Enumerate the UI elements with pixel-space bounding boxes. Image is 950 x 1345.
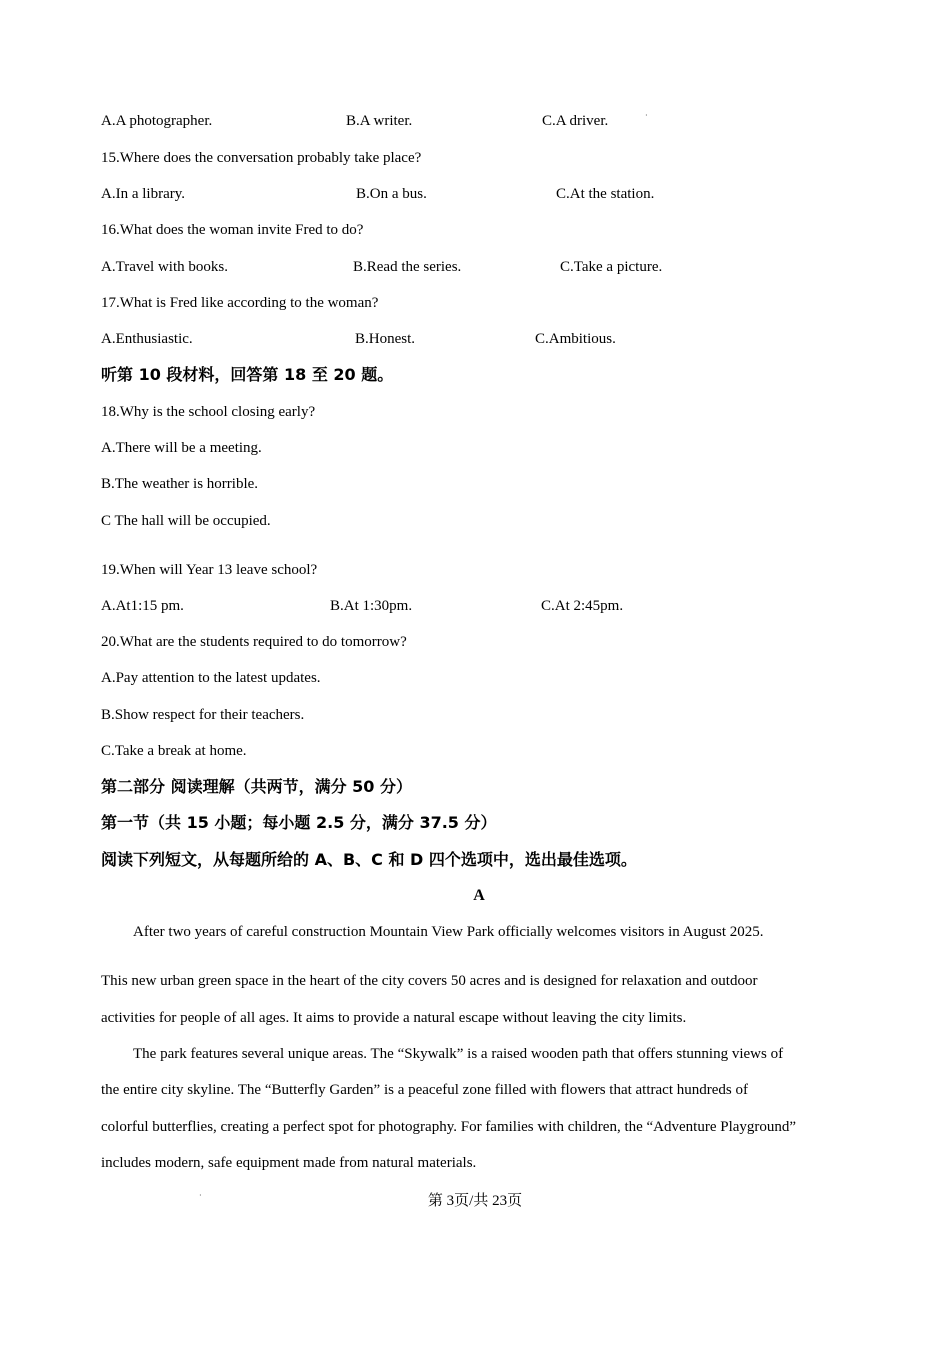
q19-option-a: A.At1:15 pm. [101,598,184,614]
q16-question: 16.What does the woman invite Fred to do? [101,222,364,238]
passage-line: After two years of careful construction Mountain View Park officially welcomes visitors in August 2025. [133,924,764,940]
q20-option-c: C.Take a break at home. [101,743,247,759]
q19-option-b: B.At 1:30pm. [330,598,413,614]
passage-line: the entire city skyline. The “Butterfly Garden” is a peaceful zone filled with flowers that attract hundreds of [101,1082,748,1098]
q18-option-a: A.There will be a meeting. [101,440,262,456]
stray-dot: · [199,1191,202,1200]
passage-line: includes modern, safe equipment made from natural materials. [101,1155,477,1171]
section10-heading: 听第 10 段材料，回答第 18 至 20 题。 [101,365,394,384]
part2-heading: 第二部分 阅读理解（共两节，满分 50 分） [101,777,412,796]
passage-line: colorful butterflies, creating a perfect spot for photography. For families with children, the “Adventure Playground” [101,1119,797,1135]
q14-option-c: C.A driver. [542,113,609,129]
q20-option-a: A.Pay attention to the latest updates. [101,670,321,686]
q19-question: 19.When will Year 13 leave school? [101,562,318,578]
stray-dot: · [645,111,648,120]
q14-option-a: A.A photographer. [101,113,213,129]
instructions: 阅读下列短文，从每题所给的 A、B、C 和 D 四个选项中，选出最佳选项。 [101,850,637,869]
q17-option-c: C.Ambitious. [535,331,616,347]
passage-line: The park features several unique areas. The “Skywalk” is a raised wooden path that offers stunning views of [133,1046,784,1062]
q18-option-b: B.The weather is horrible. [101,476,259,492]
q18-question: 18.Why is the school closing early? [101,404,316,420]
q15-option-a: A.In a library. [101,186,185,202]
q20-question: 20.What are the students required to do tomorrow? [101,634,407,650]
q16-option-b: B.Read the series. [353,259,462,275]
passage-title: A [473,887,485,904]
q15-option-c: C.At the station. [556,186,655,202]
q17-question: 17.What is Fred like according to the woman? [101,295,379,311]
q16-option-c: C.Take a picture. [560,259,663,275]
page-footer: 第 3页/共 23页 [427,1193,523,1209]
section1-heading: 第一节（共 15 小题；每小题 2.5 分，满分 37.5 分） [101,813,497,832]
passage-line: activities for people of all ages. It aims to provide a natural escape without leaving the city limits. [101,1010,687,1026]
q20-option-b: B.Show respect for their teachers. [101,707,305,723]
q17-option-b: B.Honest. [355,331,415,347]
q17-option-a: A.Enthusiastic. [101,331,193,347]
q18-option-c: C The hall will be occupied. [101,513,271,529]
q14-option-b: B.A writer. [346,113,413,129]
passage-line: This new urban green space in the heart of the city covers 50 acres and is designed for relaxation and outdoor [101,973,758,989]
q15-question: 15.Where does the conversation probably take place? [101,150,422,166]
q16-option-a: A.Travel with books. [101,259,228,275]
q15-option-b: B.On a bus. [356,186,427,202]
q19-option-c: C.At 2:45pm. [541,598,624,614]
